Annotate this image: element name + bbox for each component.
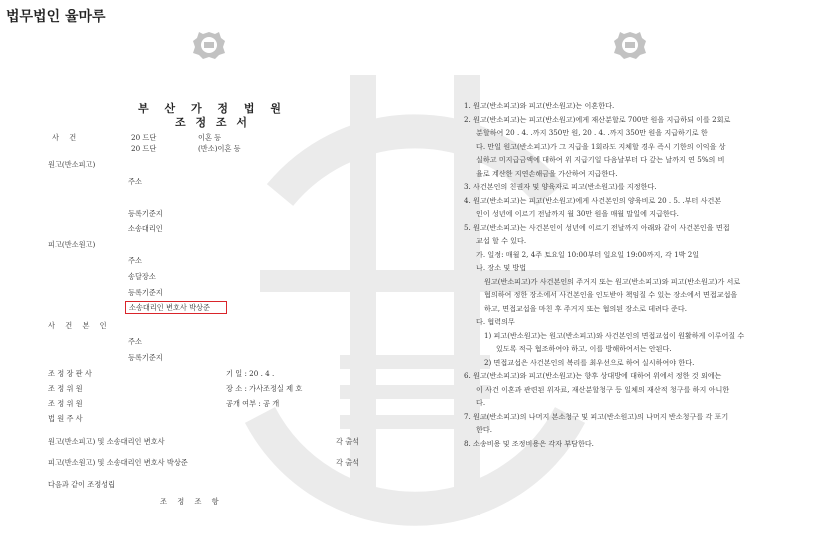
document-type: 조 정 조 서 (175, 116, 250, 129)
term-line: 이 사건 이혼과 관련된 위자료, 재산분할청구 등 일체의 재산적 청구를 하지 아니한 (476, 384, 730, 394)
member2-label: 조 정 위 원 (48, 399, 83, 408)
plaintiff-label: 원고(반소피고) (48, 160, 96, 169)
case-label: 사 건 (52, 133, 81, 142)
court-seal-icon (613, 30, 647, 60)
plaintiff-address: 주소 (128, 177, 142, 186)
session-date: 기 일 : 20 . 4 . (226, 369, 275, 378)
attendance-defendant: 피고(반소원고) 및 소송대리인 변호사 박상준 (48, 458, 188, 467)
judge-label: 조 정 장 판 사 (48, 369, 92, 378)
term-line: 가. 일정: 매월 2, 4주 토요일 10:00부터 일요일 19:00까지, 각 1박 2일 (476, 249, 700, 259)
firm-name: 법무법인 율마루 (6, 9, 106, 25)
court-name: 부 산 가 정 법 원 (138, 102, 287, 115)
subject-registry: 등록기준지 (128, 353, 163, 362)
term-line: 분할하여 20 . 4. .까지 350만 원, 20 . 4. .까지 350만 원을 지급하기로 한 (476, 128, 708, 137)
term-line: 2) 면접교섭은 사건본인의 복리를 최우선으로 하여 실시하여야 한다. (484, 357, 695, 367)
subject-address: 주소 (128, 337, 142, 346)
term-line: 율로 계산한 지연손해금을 가산하여 지급한다. (476, 168, 618, 178)
session-public: 공개 여부 : 공 개 (226, 399, 280, 408)
term-line: 있도록 적극 협조하여야 하고, 이를 방해하여서는 안된다. (496, 344, 672, 353)
case-number-2: 20 드단 (131, 144, 157, 153)
case-number-1: 20 드단 (131, 133, 157, 142)
term-line: 1) 피고(반소원고)는 원고(반소피고)와 사건본인의 면접교섭이 원활하게 이루어질 수 (484, 330, 745, 340)
member1-label: 조 정 위 원 (48, 384, 83, 393)
term-line: 4. 원고(반소피고)는 피고(반소원고)에게 사건본인의 양육비로 20 . 5. .부터 사건본 (464, 195, 722, 205)
term-line: 1. 원고(반소피고)와 피고(반소원고)는 이혼한다. (464, 101, 615, 110)
term-line: 실하고 미지급금액에 대하여 위 지급기일 다음날부터 다 갚는 날까지 연 5%의 비 (476, 155, 725, 164)
session-place: 장 소 : 가사조정실 제 호 (226, 384, 303, 393)
defendant-attorney: 소송대리인 변호사 박상준 (129, 303, 210, 312)
term-line: 하고, 면접교섭을 마친 후 주거지 또는 협의된 장소로 데려다 준다. (484, 303, 687, 313)
term-line: 교섭 할 수 있다. (476, 236, 527, 245)
agreement-line: 다음과 같이 조정성립 (48, 480, 116, 489)
term-line: 8. 소송비용 및 조정비용은 각자 부담한다. (464, 438, 594, 448)
terms-title: 조 정 조 항 (160, 497, 223, 506)
attendance-plaintiff-status: 각 출석 (336, 437, 360, 446)
defendant-label: 피고(반소원고) (48, 240, 96, 249)
defendant-address: 주소 (128, 256, 142, 265)
term-line: 7. 원고(반소피고)의 나머지 본소청구 및 피고(반소원고)의 나머지 반소청구를 각 포기 (464, 411, 729, 421)
term-line: 협의하여 정한 장소에서 사건본인을 인도받아 책임질 수 있는 장소에서 면접교섭을 (484, 290, 738, 299)
settlement-terms (464, 99, 794, 450)
term-line: 다. 협력의무 (476, 317, 515, 326)
term-line: 6. 원고(반소피고)와 피고(반소원고)는 향후 상대방에 대하여 위에서 정한 것 외에는 (464, 371, 722, 380)
case-name-1: 이혼 등 (198, 133, 222, 142)
term-line: 한다. (476, 425, 492, 434)
plaintiff-registry: 등록기준지 (128, 209, 163, 218)
term-line: 3. 사건본인의 친권자 및 양육자로 피고(반소원고)를 지정한다. (464, 182, 657, 191)
term-line: 5. 원고(반소피고)는 사건본인이 성년에 이르기 전날까지 아래와 같이 사건본인을 면접 (464, 222, 730, 232)
defendant-registry: 등록기준지 (128, 288, 163, 297)
subject-label: 사 건 본 인 (48, 321, 111, 330)
term-line: 인이 성년에 이르기 전날까지 월 30만 원을 매월 말일에 지급한다. (476, 209, 679, 218)
court-seal-icon (192, 30, 226, 60)
term-line: 다. 만일 원고(반소피고)가 그 지급을 1회라도 지체할 경우 즉시 기한의 이익을 상 (476, 141, 726, 151)
clerk-label: 법 원 주 사 (48, 414, 83, 423)
attendance-plaintiff: 원고(반소피고) 및 소송대리인 변호사 (48, 437, 165, 446)
term-line: 2. 원고(반소피고)는 피고(반소원고)에게 재산분할로 700만 원을 지급하되 이를 2회로 (464, 114, 731, 124)
term-line: 다. (476, 398, 486, 407)
term-line: 원고(반소피고)가 사건본인의 주거지 또는 원고(반소피고)와 피고(반소원고)가 서로 (484, 276, 741, 286)
attendance-defendant-status: 각 출석 (336, 458, 360, 467)
defendant-service-place: 송달장소 (128, 272, 156, 281)
case-name-2: (반소)이혼 등 (198, 144, 241, 153)
term-line: 나. 장소 및 방법 (476, 263, 527, 272)
plaintiff-attorney: 소송대리인 (128, 224, 163, 233)
